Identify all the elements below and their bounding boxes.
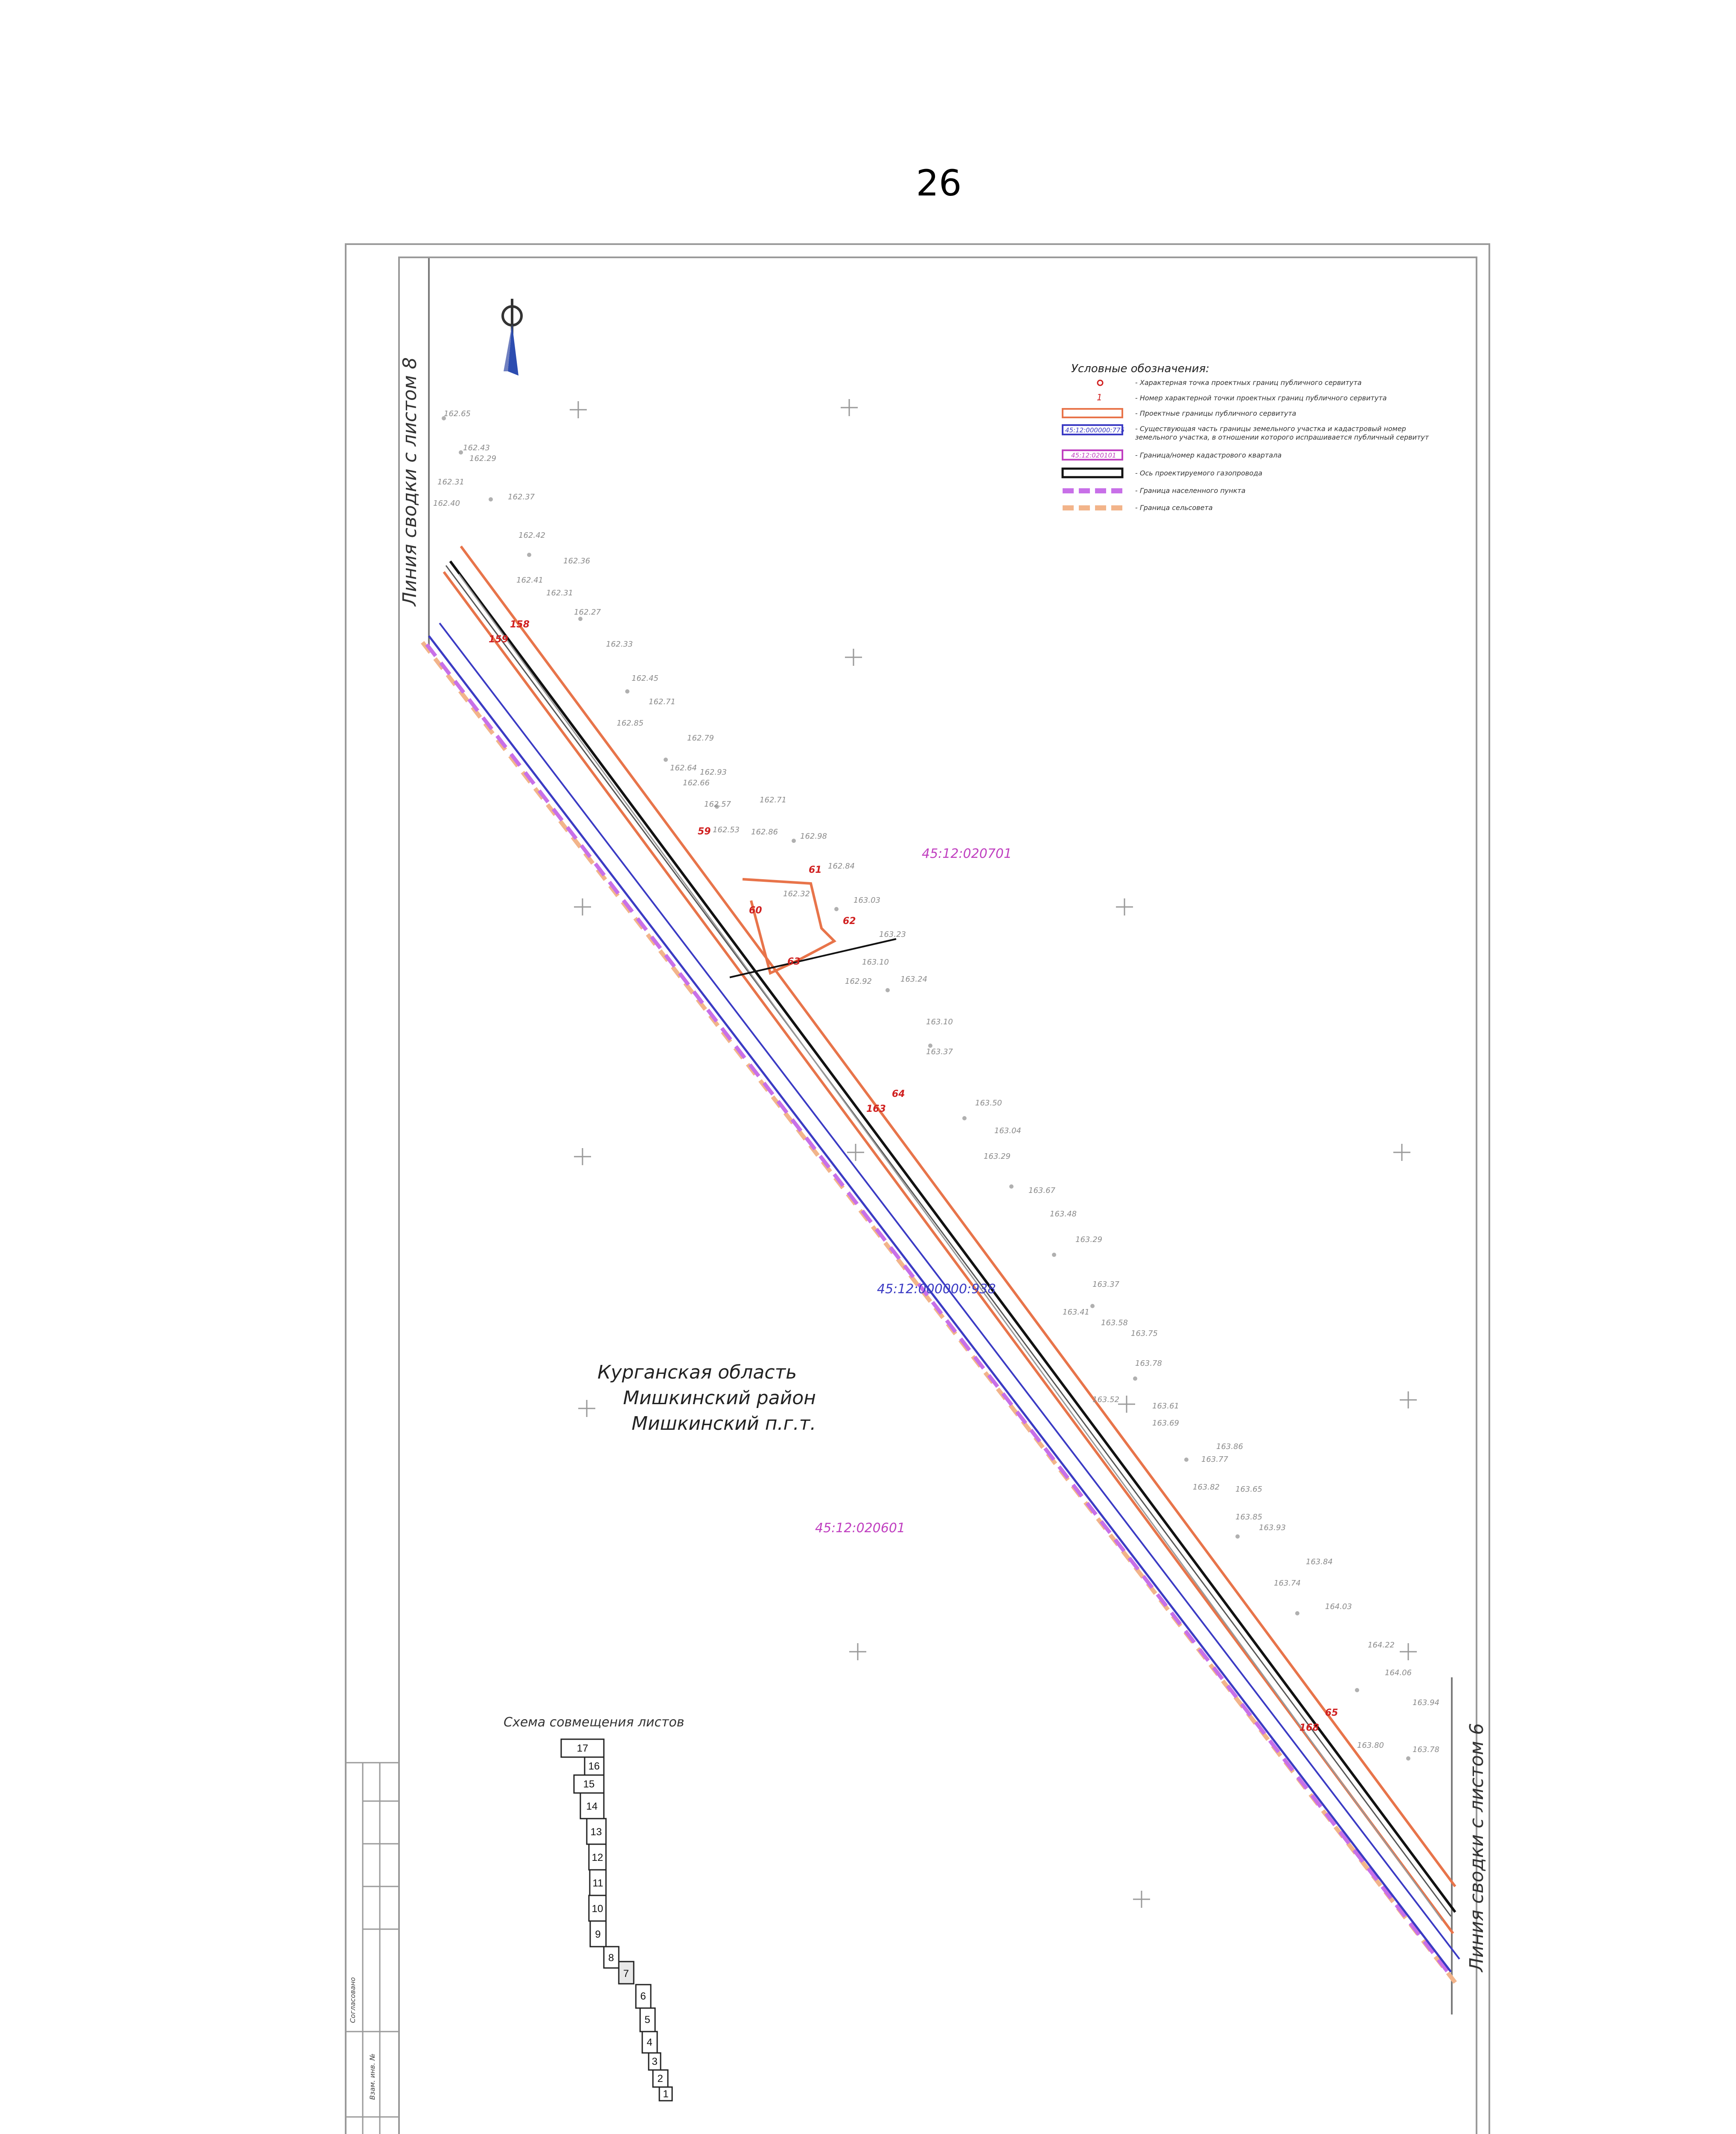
elevation-label: 163.86 xyxy=(1216,1442,1243,1451)
point-number: 61 xyxy=(809,865,822,875)
elevation-label: 162.31 xyxy=(437,478,464,487)
cadastral-quarter-label-1: 45:12:020701 xyxy=(922,846,1012,861)
sheet-number: 9 xyxy=(595,1929,601,1940)
elevation-label: 162.79 xyxy=(687,734,714,743)
elevation-label: 163.65 xyxy=(1235,1485,1262,1494)
elevation-label: 162.66 xyxy=(683,778,710,787)
point-number: 163 xyxy=(866,1104,886,1114)
sheet-number: 13 xyxy=(590,1826,602,1838)
legend xyxy=(1063,362,1442,512)
legend-number-sample: 1 xyxy=(1097,392,1102,402)
elevation-label: 162.29 xyxy=(469,454,496,463)
legend-text: - Граница/номер кадастрового квартала xyxy=(1135,451,1282,459)
elevation-label: 162.53 xyxy=(713,825,740,834)
sheet-number: 7 xyxy=(623,1968,629,1979)
match-line-bottom-label: Линия сводки с листом 6 xyxy=(1466,1723,1488,1972)
parcel-boundary-1 xyxy=(429,636,1451,1972)
sheet-number: 1 xyxy=(663,2088,669,2100)
elevation-label: 163.61 xyxy=(1152,1402,1179,1411)
elevation-label: 162.84 xyxy=(828,862,855,871)
sheet-number: 17 xyxy=(577,1743,588,1754)
sheet-number: 14 xyxy=(586,1801,598,1812)
elevation-label: 162.36 xyxy=(563,557,590,566)
elevation-label: 162.40 xyxy=(433,499,460,508)
legend-title: Условные обозначения: xyxy=(1071,362,1210,375)
elevation-label: 162.42 xyxy=(518,531,545,540)
elevation-label: 162.71 xyxy=(649,697,676,706)
elevation-label: 162.86 xyxy=(751,828,778,837)
match-line-top-label: Линия сводки с листом 8 xyxy=(399,357,421,606)
point-number: 65 xyxy=(1325,1708,1338,1718)
stamp-field-replace: Взам. инв. № xyxy=(368,2053,376,2100)
legend-text: - Граница населенного пункта xyxy=(1135,487,1246,495)
sheet-number: 4 xyxy=(647,2037,652,2048)
pipeline-axis xyxy=(450,561,1455,1912)
elevation-label: 163.52 xyxy=(1092,1395,1119,1404)
elevation-label: 162.71 xyxy=(760,796,786,805)
sheet-number: 12 xyxy=(591,1852,603,1863)
survey-points xyxy=(442,416,1410,1761)
elevation-label: 163.03 xyxy=(853,896,880,905)
elevation-label: 162.41 xyxy=(516,576,543,585)
sheet-number: 11 xyxy=(592,1877,603,1889)
sheet-number: 8 xyxy=(608,1952,614,1964)
elevation-label: 163.93 xyxy=(1259,1523,1286,1532)
point-number: 60 xyxy=(749,905,762,916)
stamp-field-approved: Согласовано xyxy=(349,1977,357,2023)
servitude-point-labels xyxy=(489,619,1338,1733)
inner-frame xyxy=(399,257,1477,2134)
sheet-number: 5 xyxy=(644,2014,650,2026)
elevation-label: 163.77 xyxy=(1201,1455,1228,1464)
elevation-label: 162.57 xyxy=(704,800,731,809)
sheet-number: 16 xyxy=(588,1761,600,1772)
elevation-labels xyxy=(433,409,1439,1754)
elevation-label: 163.85 xyxy=(1235,1513,1262,1522)
elevation-label: 162.33 xyxy=(606,640,633,649)
elevation-label: 163.41 xyxy=(1063,1308,1089,1317)
elevation-label: 163.24 xyxy=(900,975,927,984)
elevation-label: 164.03 xyxy=(1325,1602,1352,1611)
elevation-label: 162.43 xyxy=(463,443,490,452)
elevation-label: 162.32 xyxy=(783,889,810,898)
sheet-number: 3 xyxy=(652,2056,658,2067)
point-number: 159 xyxy=(489,634,508,645)
elevation-label: 163.29 xyxy=(984,1152,1011,1161)
elevation-label: 163.10 xyxy=(862,958,889,967)
legend-text-wrap xyxy=(1135,425,1442,450)
elevation-label: 163.37 xyxy=(1092,1280,1119,1289)
cadastral-quarter-label-2: 45:12:020601 xyxy=(815,1521,906,1536)
location-region: Курганская область xyxy=(597,1361,797,1383)
point-number: 63 xyxy=(787,956,801,967)
sheet-number: 15 xyxy=(583,1778,595,1790)
elevation-label: 164.22 xyxy=(1368,1641,1395,1650)
elevation-label: 163.74 xyxy=(1274,1579,1301,1588)
legend-axis-symbol xyxy=(1063,469,1122,477)
sheet-scheme xyxy=(504,1715,684,2101)
elevation-label: 162.45 xyxy=(632,674,658,683)
elevation-label: 162.37 xyxy=(508,493,535,501)
north-arrow-icon xyxy=(503,299,521,376)
pipeline-axis-edge xyxy=(446,566,1451,1916)
elevation-label: 163.50 xyxy=(975,1099,1002,1108)
location-district: Мишкинский район xyxy=(623,1387,816,1409)
legend-text: - Номер характерной точки проектных границ публичного сервитута xyxy=(1135,394,1387,402)
legend-quarter-sample: 45:12:020101 xyxy=(1071,452,1116,459)
point-number: 62 xyxy=(843,916,856,927)
legend-text: - Ось проектируемого газопровода xyxy=(1135,469,1263,477)
elevation-label: 163.67 xyxy=(1028,1186,1055,1195)
elevation-label: 163.75 xyxy=(1131,1329,1158,1338)
elevation-label: 162.27 xyxy=(574,608,601,617)
sheet-number: 6 xyxy=(640,1991,646,2002)
legend-text: - Существующая часть границы земельного участка и кадастровый номер земельного участка, в отношении которого испрашивается публичный сервитут xyxy=(1135,425,1429,441)
elevation-label: 163.23 xyxy=(879,930,906,939)
location-settlement: Мишкинский п.г.т. xyxy=(632,1413,816,1434)
legend-point-symbol xyxy=(1098,380,1103,385)
legend-orange-symbol xyxy=(1063,409,1122,417)
parcel-number-label: 45:12:000000:938 xyxy=(877,1282,996,1297)
legend-text: - Граница сельсовета xyxy=(1135,504,1213,512)
elevation-label: 163.69 xyxy=(1152,1419,1179,1428)
elevation-label: 162.98 xyxy=(800,832,827,841)
elevation-label: 162.31 xyxy=(546,589,573,598)
elevation-label: 163.48 xyxy=(1050,1210,1077,1219)
elevation-label: 163.84 xyxy=(1306,1557,1333,1566)
sheet-number: 2 xyxy=(657,2073,663,2084)
elevation-label: 163.04 xyxy=(994,1126,1021,1135)
point-number: 64 xyxy=(892,1089,905,1099)
elevation-label: 163.29 xyxy=(1075,1235,1102,1244)
elevation-label: 163.78 xyxy=(1135,1359,1162,1368)
elevation-label: 163.82 xyxy=(1193,1483,1220,1492)
point-number: 158 xyxy=(510,619,530,630)
elevation-label: 162.64 xyxy=(670,764,697,773)
page-number: 26 xyxy=(916,162,962,204)
elevation-label: 162.65 xyxy=(444,409,471,418)
elevation-label: 163.10 xyxy=(926,1017,953,1026)
elevation-label: 163.78 xyxy=(1413,1745,1439,1754)
servitude-boundary-2 xyxy=(461,546,1455,1886)
elevation-label: 162.93 xyxy=(700,768,727,777)
point-number: 168 xyxy=(1299,1723,1319,1733)
elevation-label: 162.92 xyxy=(845,977,872,986)
legend-parcel-sample: 45:12:000000:775 xyxy=(1065,426,1125,434)
legend-text: - Характерная точка проектных границ публичного сервитута xyxy=(1135,379,1362,387)
elevation-label: 162.85 xyxy=(617,719,644,728)
elevation-label: 164.06 xyxy=(1385,1668,1412,1677)
sheet-scheme-title: Схема совмещения листов xyxy=(504,1715,684,1730)
elevation-label: 163.94 xyxy=(1413,1698,1439,1707)
legend-text: - Проектные границы публичного сервитута xyxy=(1135,409,1296,417)
point-number: 59 xyxy=(698,826,711,837)
sheet-number: 10 xyxy=(591,1903,603,1915)
elevation-label: 163.37 xyxy=(926,1047,953,1056)
elevation-label: 163.58 xyxy=(1101,1318,1128,1327)
elevation-label: 163.80 xyxy=(1357,1741,1384,1750)
